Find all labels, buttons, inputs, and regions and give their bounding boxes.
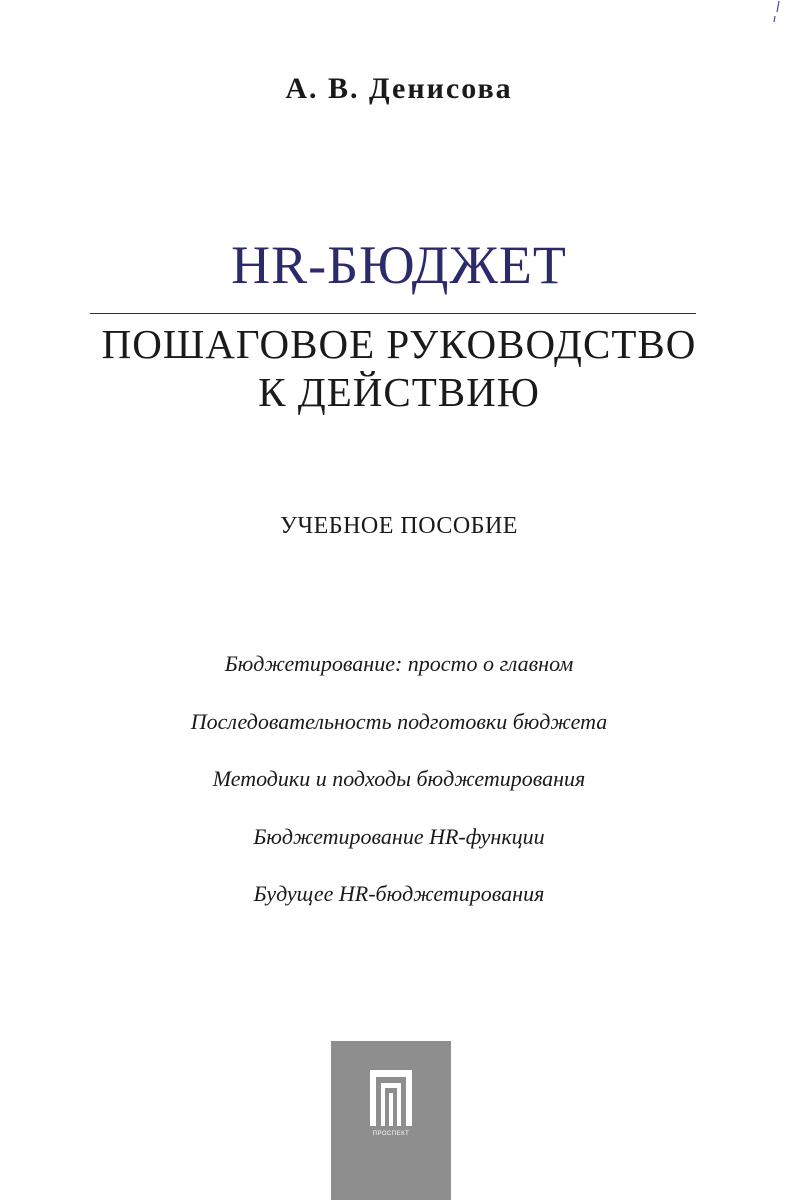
subtitle-line-2: К ДЕЙСТВИЮ xyxy=(258,369,540,415)
title-divider xyxy=(90,313,696,314)
proekt-arch-logo-icon xyxy=(369,1069,413,1127)
book-subtitle xyxy=(0,320,798,416)
topic-item: Будущее HR-бюджетирования xyxy=(253,881,545,906)
topic-item: Методики и подходы бюджетирования xyxy=(212,766,586,791)
document-type: УЧЕБНОЕ ПОСОБИЕ xyxy=(280,513,518,539)
topics-list xyxy=(0,648,798,936)
topic-item: Бюджетирование: просто о главном xyxy=(224,651,574,676)
subtitle-line-1: ПОШАГОВОЕ РУКОВОДСТВО xyxy=(101,321,697,367)
publisher-logo xyxy=(331,1041,451,1200)
publisher-name: ПРОСПЕКТ xyxy=(372,1131,410,1137)
author-name: А. В. Денисова xyxy=(285,72,513,105)
topic-item: Последовательность подготовки бюджета xyxy=(190,708,608,734)
book-title: HR-БЮДЖЕТ xyxy=(231,235,567,295)
pen-mark-icon xyxy=(770,0,784,24)
topic-item: Бюджетирование HR-функции xyxy=(253,823,545,849)
